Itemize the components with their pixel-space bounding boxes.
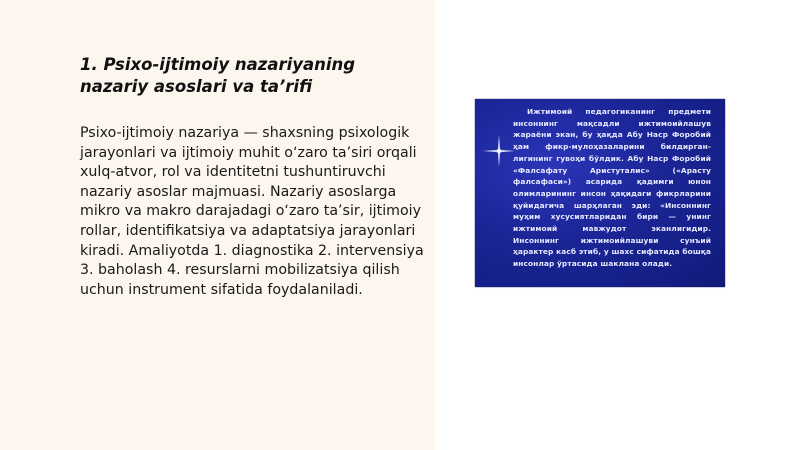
quote-image [475,99,725,287]
slide-body-text: Psixo-ijtimoiy nazariya — shaxsning psixologik jarayonlari va ijtimoiy muhit o‘zaro ta’siri orqali xulq-atvor, rol va identitetni tushuntiruvchi nazariy asoslar majmuasi. Nazariy asoslarga mikro va makro darajadagi o‘zaro ta’sir, ijtimoiy rollar, identifikatsiya va adaptatsiya jarayonlari kiradi. Amaliyotda 1. diagnostika 2. intervensiya 3. baholash 4. resurslarni mobilizatsiya qilish uchun instrument sifatida foydalaniladi. [80,125,424,298]
slide-title: 1. Psixo-ijtimoiy nazariyaning nazariy asoslari va ta’rifi [80,55,356,96]
sparkle-star-icon [481,133,517,169]
quote-text: Ижтимоий педагогиканинг предмети инсоннинг мақсадли ижтимоийлашув жараёни экан, бу ҳақда Абу Наср Форобий ҳам фикр-мулоҳазаларини билдирган-лигининг гувоҳи бўлдик. Абу Наср Форобий «Фалсафату Аристуталис» («Арасту фалсафаси») асарида қадимги юнон олимларининг инсон ҳақидаги фикрларини қуйидагича шарҳлаган эди: «Инсоннинг муҳим хусусиятларидан бири — унинг ижтимоий мавжудот эканлигидир. Инсоннинг ижтимоийлашуви сунъий ҳарактер касб этиб, у шахс сифатида бошқа инсонлар ўртасида шаклана олади. [513,107,711,269]
